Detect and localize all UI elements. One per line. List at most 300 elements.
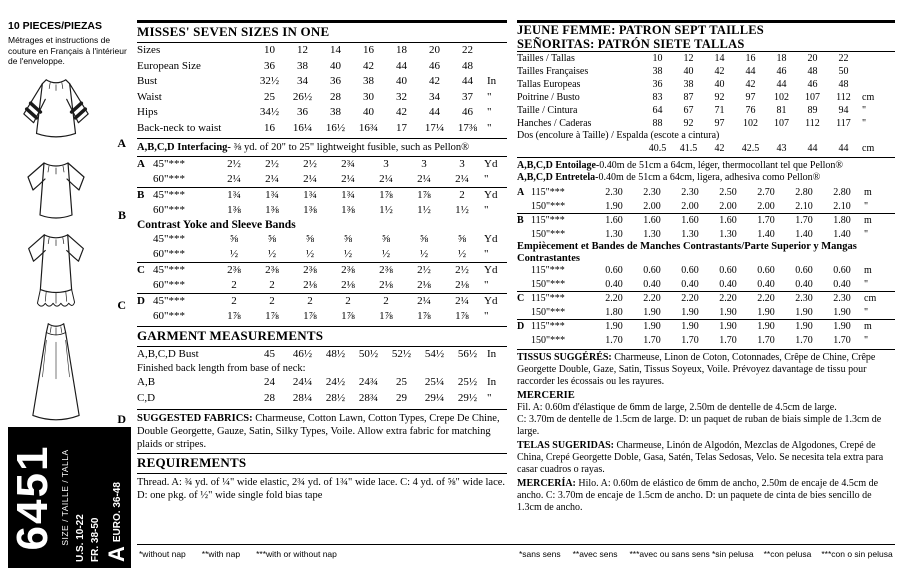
finished-length-note: Finished back length from base of neck: xyxy=(137,362,306,374)
size-value: 2 xyxy=(459,189,465,201)
size-value: 1.90 xyxy=(605,321,623,332)
size-value: 1⅜ xyxy=(303,204,317,216)
size-value: 18 xyxy=(776,53,787,64)
mercerie-title: MERCERIE xyxy=(517,390,575,401)
size-value: 2⅜ xyxy=(379,264,393,276)
yardage-table-c xyxy=(137,263,507,293)
size-value: 1.90 xyxy=(719,321,737,332)
size-value: 42 xyxy=(429,75,440,87)
size-value: 2.80 xyxy=(833,187,851,198)
size-value: 1¾ xyxy=(265,189,279,201)
unit-label: m xyxy=(864,187,872,198)
metric-table-contrast xyxy=(517,264,895,291)
size-value: 2⅜ xyxy=(227,264,241,276)
finished-length-table xyxy=(137,375,507,406)
size-value: 14 xyxy=(330,44,341,56)
intl-size-table xyxy=(517,52,895,130)
size-value: 25¼ xyxy=(424,376,445,388)
footnote-con-pelusa: **con pelusa xyxy=(763,549,812,559)
row-label: Taille / Cintura xyxy=(517,105,578,116)
table-row xyxy=(137,172,507,187)
size-value: 0.60 xyxy=(681,265,699,276)
view-a-letter: A xyxy=(117,135,126,150)
size-value: 0.40 xyxy=(757,278,775,290)
table-row xyxy=(517,278,895,292)
table-row xyxy=(137,157,507,172)
garment-d-sketch xyxy=(8,319,104,427)
size-value: 2.80 xyxy=(795,187,813,198)
fabric-width-label: 45"*** xyxy=(153,233,185,245)
size-value: 67 xyxy=(683,105,694,116)
view-b-block xyxy=(8,157,132,223)
size-value: 24¼ xyxy=(292,376,313,388)
size-value: 1⅞ xyxy=(455,310,469,322)
size-box xyxy=(8,427,131,568)
table-row xyxy=(517,334,895,348)
size-value: 48 xyxy=(807,66,818,77)
size-value: ⅝ xyxy=(305,233,315,245)
size-value: 1.90 xyxy=(795,306,813,318)
size-value: 40 xyxy=(363,106,374,118)
unit-label: In xyxy=(487,376,497,388)
unit-label: Yd xyxy=(484,264,498,276)
size-value: 1.70 xyxy=(643,334,661,346)
size-value: 1.40 xyxy=(795,228,813,240)
fabric-width-label: 150"*** xyxy=(531,334,566,346)
size-value: 2.20 xyxy=(605,293,623,304)
size-value: 2 xyxy=(345,295,351,307)
table-row xyxy=(137,391,507,407)
size-value: 2⅜ xyxy=(265,264,279,276)
size-value: 40 xyxy=(714,79,725,90)
row-label: Back-neck to waist xyxy=(137,121,222,134)
row-label: A,B xyxy=(137,376,156,388)
row-label: Tailles Françaises xyxy=(517,66,589,77)
size-value: 2¼ xyxy=(227,173,241,185)
size-value: 32½ xyxy=(259,75,280,87)
view-c-block xyxy=(8,229,132,313)
tissus-label: TISSUS SUGGÉRÉS: xyxy=(517,352,612,363)
table-row xyxy=(517,104,895,117)
fabric-width-label: 115"*** xyxy=(531,321,565,332)
size-value: 46 xyxy=(807,79,818,90)
table-row xyxy=(137,232,507,247)
size-value: 97 xyxy=(745,92,756,103)
size-value: 28 xyxy=(330,90,341,103)
size-value: 0.60 xyxy=(833,265,851,276)
size-value: 102 xyxy=(774,92,789,103)
size-value: 2½ xyxy=(227,158,241,170)
table-row xyxy=(137,309,507,324)
size-value: 1.90 xyxy=(719,306,737,318)
unit-label xyxy=(484,59,502,75)
size-value: 1.70 xyxy=(833,334,851,346)
table-row xyxy=(137,105,507,121)
merceria-label: MERCERÍA: xyxy=(517,477,576,489)
size-value: 45 xyxy=(264,348,275,360)
table-row xyxy=(137,247,507,262)
interfacing-label: A,B,C,D Interfacing- xyxy=(137,142,231,153)
table-row xyxy=(137,74,507,90)
size-value: 1⅞ xyxy=(303,310,317,322)
size-value: 16¾ xyxy=(358,121,379,134)
size-value: 2.50 xyxy=(719,187,737,198)
size-value: 0.40 xyxy=(833,278,851,290)
table-row xyxy=(137,90,507,106)
size-value: 12 xyxy=(683,53,694,64)
unit-label xyxy=(859,78,883,91)
back-length-label: Dos (encolure à Taille) / Espalda (escote a cintura) xyxy=(517,130,720,141)
size-value: 2 xyxy=(231,279,237,291)
row-view-letter: B xyxy=(517,215,524,226)
fabric-width-label: 45"*** xyxy=(153,189,185,201)
size-value: 1.30 xyxy=(605,228,623,240)
size-value: 2.30 xyxy=(795,293,813,304)
size-value: 3 xyxy=(421,158,427,170)
size-value: 16 xyxy=(363,44,374,56)
size-value: 2⅜ xyxy=(341,264,355,276)
row-view-letter: D xyxy=(137,295,145,307)
row-view-letter: D xyxy=(517,321,525,332)
size-value: 1.40 xyxy=(757,228,775,240)
size-value: 2.30 xyxy=(605,187,623,198)
size-value: ½ xyxy=(419,248,429,260)
unit-label: " xyxy=(487,121,492,134)
size-value: 1½ xyxy=(417,204,431,216)
size-value: 1⅜ xyxy=(265,204,279,216)
size-value: 2 xyxy=(383,295,389,307)
size-value: 0.60 xyxy=(643,265,661,276)
view-a-block xyxy=(8,73,132,151)
size-value: 1.90 xyxy=(795,321,813,332)
size-value: 1.90 xyxy=(605,200,623,212)
size-value: 1.60 xyxy=(605,215,623,226)
size-value: ⅝ xyxy=(343,233,353,245)
size-value: 2.20 xyxy=(757,293,775,304)
size-value: 50 xyxy=(838,66,849,77)
fabric-width-label: 150"*** xyxy=(531,200,566,212)
table-row xyxy=(517,320,895,334)
table-row xyxy=(137,294,507,309)
row-label: Hanches / Caderas xyxy=(517,118,592,129)
unit-label: " xyxy=(484,310,489,322)
mercerie-line2: C: 3.70m de dentelle de 1.5cm de large. D: un paquet de ruban de biais simple de 1.3cm de large. xyxy=(517,413,882,437)
size-value: 1.90 xyxy=(833,321,851,332)
back-length-values xyxy=(517,142,895,155)
size-value: 44 xyxy=(745,66,756,77)
size-value: 1.90 xyxy=(833,306,851,318)
size-value: 0.40 xyxy=(605,278,623,290)
size-value: 24 xyxy=(264,376,275,388)
row-label: European Size xyxy=(137,59,201,72)
size-value: 44 xyxy=(807,143,818,154)
english-column xyxy=(137,20,507,504)
size-value: 2¼ xyxy=(455,295,469,307)
unit-label: " xyxy=(864,306,869,318)
size-value: 36 xyxy=(330,75,341,87)
size-value: 1.80 xyxy=(833,215,851,226)
suggested-fabrics xyxy=(137,412,507,451)
size-value: 1⅞ xyxy=(227,310,241,322)
contrast-title: Contrast Yoke and Sleeve Bands xyxy=(137,219,296,231)
size-euro-row xyxy=(106,433,128,562)
size-value: 22 xyxy=(838,53,849,64)
size-value: 10 xyxy=(264,44,275,56)
size-value: 102 xyxy=(743,118,758,129)
interfacing-text: ⅜ yd. of 20" to 25" lightweight fusible, such as Pellon® xyxy=(230,142,470,153)
fabric-width-label: 45"*** xyxy=(153,264,185,276)
garment-c-sketch xyxy=(8,229,104,313)
entretela-note xyxy=(517,172,895,184)
size-value: 25½ xyxy=(457,376,478,388)
size-value: 2.20 xyxy=(719,293,737,304)
size-value: 88 xyxy=(652,118,663,129)
french-title: JEUNE FEMME: PATRON SEPT TAILLES xyxy=(517,23,764,37)
size-value: 1.70 xyxy=(757,334,775,346)
size-value: 25 xyxy=(396,376,407,388)
table-row xyxy=(517,292,895,306)
size-value: 2⅛ xyxy=(417,279,431,291)
table-row xyxy=(517,228,895,242)
size-value: 71 xyxy=(714,105,725,116)
size-value: 3 xyxy=(383,158,389,170)
yardage-table-b xyxy=(137,188,507,218)
divider xyxy=(517,349,895,350)
size-value: 1.30 xyxy=(719,228,737,240)
size-value: 18 xyxy=(396,44,407,56)
size-value: 2.00 xyxy=(643,200,661,212)
divider xyxy=(517,157,895,158)
requirements-title: REQUIREMENTS xyxy=(137,455,247,470)
unit-label: m xyxy=(864,265,872,276)
size-value: 1¾ xyxy=(303,189,317,201)
french-note: Métrages et instructions de couture en Français à l'intérieur de l'enveloppe. xyxy=(8,35,127,66)
left-column xyxy=(8,20,132,433)
size-value: 1.30 xyxy=(643,228,661,240)
table-row xyxy=(137,375,507,391)
unit-label: cm xyxy=(864,293,877,304)
size-value: 17 xyxy=(396,121,407,134)
pieces-count: 10 xyxy=(8,20,20,32)
pieces-count-line xyxy=(8,20,132,32)
size-value: 46½ xyxy=(292,348,313,360)
view-d-block xyxy=(8,319,132,427)
size-value: 0.60 xyxy=(719,265,737,276)
row-label: Tailles / Tallas xyxy=(517,53,575,64)
size-us: U.S. 10-22 xyxy=(74,514,86,562)
size-value: 2.20 xyxy=(643,293,661,304)
divider xyxy=(137,544,895,545)
footnote-sin-pelusa: *sin pelusa xyxy=(712,549,754,559)
size-value: 2.10 xyxy=(795,200,813,212)
size-value: 2.20 xyxy=(681,293,699,304)
size-value: 2 xyxy=(307,295,313,307)
size-value: 1.70 xyxy=(719,334,737,346)
size-value: 76 xyxy=(745,105,756,116)
size-value: 2 xyxy=(269,295,275,307)
size-value: 16 xyxy=(745,53,756,64)
size-value: 1½ xyxy=(455,204,469,216)
size-value: 42 xyxy=(396,106,407,118)
pieces-label: PIECES/PIEZAS xyxy=(22,20,102,32)
size-value: 36 xyxy=(652,79,663,90)
size-value: 34 xyxy=(297,75,308,87)
table-row xyxy=(137,121,507,137)
table-row xyxy=(517,142,895,155)
unit-label: " xyxy=(484,248,489,260)
fabric-width-label: 45"*** xyxy=(153,295,185,307)
fabric-width-label: 45"*** xyxy=(153,158,185,170)
size-value: ⅝ xyxy=(419,233,429,245)
table-row xyxy=(137,263,507,278)
entoilage-note xyxy=(517,160,895,172)
size-value: 2¼ xyxy=(417,173,431,185)
garment-measurements-title: GARMENT MEASUREMENTS xyxy=(137,328,324,343)
row-view-letter: C xyxy=(137,264,145,276)
table-row xyxy=(137,188,507,203)
row-view-letter: C xyxy=(517,293,525,304)
size-value: 48 xyxy=(462,59,473,72)
merceria xyxy=(517,478,895,514)
size-value: 24¾ xyxy=(358,376,379,388)
size-value: 28 xyxy=(264,391,275,404)
size-value: 1¾ xyxy=(227,189,241,201)
entretela-label: A,B,C,D Entretela- xyxy=(517,172,599,183)
row-label: C,D xyxy=(137,391,156,404)
tissus-suggeres xyxy=(517,352,895,388)
size-value: 38 xyxy=(297,59,308,72)
row-label: Sizes xyxy=(137,44,161,56)
table-row xyxy=(517,200,895,214)
pattern-number: 6451 xyxy=(8,444,57,551)
size-value: 44 xyxy=(776,79,787,90)
view-c-letter: C xyxy=(117,297,126,312)
row-view-letter xyxy=(137,172,153,187)
size-value: 40 xyxy=(330,59,341,72)
size-value: 2¼ xyxy=(265,173,279,185)
size-value: 1.60 xyxy=(643,215,661,226)
yardage-table-contrast xyxy=(137,232,507,262)
divider xyxy=(137,138,507,139)
size-view-letter: A xyxy=(104,546,129,562)
size-value: 46 xyxy=(429,59,440,72)
fabric-width-label: 115"*** xyxy=(531,265,565,276)
footnote-avec-ou-sans-sens: ***avec ou sans sens xyxy=(629,549,710,559)
size-value: 89 xyxy=(807,105,818,116)
telas-sugeridas xyxy=(517,440,895,476)
size-value: 30 xyxy=(363,90,374,103)
size-value: 44 xyxy=(838,143,849,154)
size-value: ⅝ xyxy=(381,233,391,245)
size-value: 94 xyxy=(838,105,849,116)
garment-bust-table xyxy=(137,347,507,363)
fabric-width-label: 115"*** xyxy=(531,187,565,198)
telas-label: TELAS SUGERIDAS: xyxy=(517,439,614,451)
size-value: 17⅜ xyxy=(457,121,478,134)
size-value: 36 xyxy=(264,59,275,72)
size-value: 28½ xyxy=(325,391,346,404)
size-value: 34 xyxy=(429,90,440,103)
unit-label: " xyxy=(487,391,492,404)
metric-table-d xyxy=(517,320,895,347)
size-value: ⅝ xyxy=(457,233,467,245)
unit-label: Yd xyxy=(484,233,498,245)
telas-text: Charmeuse, Linón de Algodón, Mezclas de Algodones, Crepé de China, Crepé Georgette Doble, Gasa, Satén, Telas Sedosas, Velo. Se necesita tela extra para casar cuadros o rayas. xyxy=(517,439,884,475)
size-value: 40 xyxy=(683,66,694,77)
size-value: 92 xyxy=(683,118,694,129)
garment-a-sketch xyxy=(8,73,104,151)
size-value: 1⅞ xyxy=(417,189,431,201)
size-value: 32 xyxy=(396,90,407,103)
size-value: 1⅞ xyxy=(341,310,355,322)
size-value: 20 xyxy=(429,44,440,56)
unit-label: In xyxy=(487,348,497,360)
size-value: 37 xyxy=(462,90,473,103)
unit-label: " xyxy=(484,279,489,291)
size-value: ⅝ xyxy=(267,233,277,245)
size-value: 2¼ xyxy=(417,295,431,307)
mercerie-line1: Fil. A: 0.60m d'élastique de 6mm de large, 2.50m de dentelle de 4.5cm de large. xyxy=(517,401,837,413)
size-value: 1.90 xyxy=(681,321,699,332)
table-row xyxy=(137,203,507,218)
suggested-fabrics-text: Charmeuse, Cotton Lawn, Cotton Types, Crepe De Chine, Double Georgette, Gauze, Satin, Silky Types, Voile. Allow extra fabric for matching plaids or stripes. xyxy=(137,413,500,450)
size-value: 112 xyxy=(805,118,820,129)
size-value: 97 xyxy=(714,118,725,129)
unit-label xyxy=(859,65,883,78)
size-value: 2.30 xyxy=(643,187,661,198)
yardage-table-d xyxy=(137,294,507,324)
size-value: 1⅜ xyxy=(341,204,355,216)
size-value: 44 xyxy=(396,59,407,72)
size-value: 1⅜ xyxy=(227,204,241,216)
size-value: 2.30 xyxy=(681,187,699,198)
entoilage-text: 0.40m de 51cm a 64cm, léger, thermocollant tel que Pellon® xyxy=(599,160,844,171)
table-row xyxy=(517,78,895,91)
suggested-fabrics-label: SUGGESTED FABRICS: xyxy=(137,413,253,424)
unit-label: m xyxy=(864,215,872,226)
size-value: 42 xyxy=(714,66,725,77)
footnotes-spanish xyxy=(712,549,893,559)
size-value: 56½ xyxy=(457,348,478,360)
size-value: 1.70 xyxy=(605,334,623,346)
row-view-letter xyxy=(137,278,153,293)
size-value: 43 xyxy=(776,143,787,154)
size-box-label: SIZE / TAILLE / TALLA xyxy=(59,449,70,546)
size-value: 42 xyxy=(714,143,725,154)
size-value: 1.90 xyxy=(757,306,775,318)
size-value: 29¼ xyxy=(424,391,445,404)
footnote-with-nap: **with nap xyxy=(201,549,241,559)
row-label: A,B,C,D Bust xyxy=(137,348,199,360)
size-value: 24½ xyxy=(325,376,346,388)
size-value: 2¼ xyxy=(341,173,355,185)
unit-label: Yd xyxy=(484,189,498,201)
size-value: 50½ xyxy=(358,348,379,360)
size-value: 38 xyxy=(683,79,694,90)
size-value: 1.70 xyxy=(757,215,775,226)
unit-label xyxy=(859,52,883,65)
size-value: ½ xyxy=(381,248,391,260)
tissus-text: Charmeuse, Linon de Coton, Cotonnades, Crêpe de Chine, Crêpe Georgette Double, Gaze, Satin, Tissus Soyeux, Voile. Prévoyez davantage de tissu pour raccorder les écossais ou les rayures. xyxy=(517,352,876,387)
fabric-width-label: 150"*** xyxy=(531,306,566,318)
metric-table-b xyxy=(517,214,895,241)
row-view-letter xyxy=(137,232,153,247)
table-row xyxy=(517,52,895,65)
size-value: 42 xyxy=(745,79,756,90)
table-row xyxy=(517,186,895,200)
size-value: 2½ xyxy=(303,158,317,170)
size-value: 44 xyxy=(462,75,473,87)
